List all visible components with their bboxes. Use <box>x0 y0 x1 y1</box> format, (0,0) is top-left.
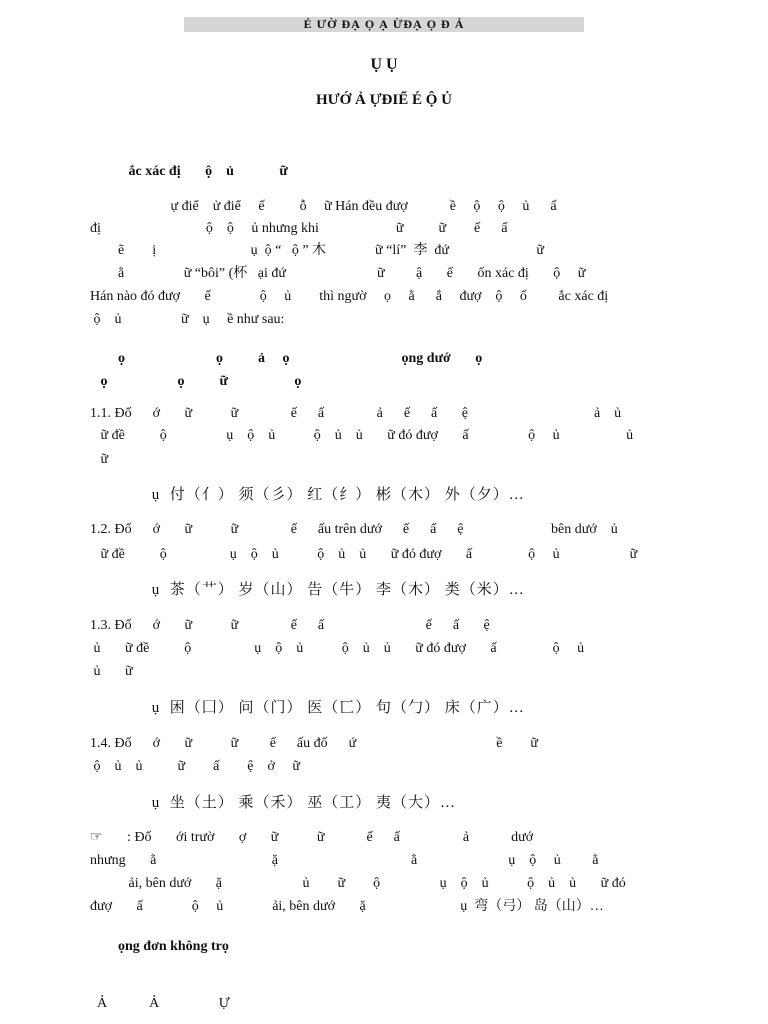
text-line: ủ ữ đề ộ ụ ộ ủ ộ ủ ủ ữ đó đượ ấ ộ ủ <box>90 641 585 656</box>
text-line: ộ ủ ủ ữ ấ ệ ở ữ <box>90 759 301 774</box>
text-line: ữ đề ộ ụ ộ ủ ộ ủ ủ ữ đó đượ ấ ộ ủ ữ <box>90 547 638 562</box>
text-line: 1.1. Đố ớ ữ ữ ế ấ ả ế ấ ệ ả ủ <box>90 406 622 421</box>
text-line: ắc xác đị ộ ủ ữ <box>90 164 288 179</box>
text-line: ự điể ử điể ế ỗ ữ Hán đều đượ ề ộ ộ ủ ấ <box>90 199 557 214</box>
header-text: É ƯỜ ĐẠ Ọ Ạ ỪĐẠ Ọ Đ Ả <box>303 17 465 31</box>
text-line: ộ ủ ữ ụ ề như sau: <box>90 312 285 327</box>
doc-title-line2: HƯỚ Ả ỰĐIỂ É Ộ Ủ <box>316 92 452 108</box>
example-line: ụ 付（亻） 须（彡） 红（纟） 彬（木） 外（夕）… <box>90 487 525 503</box>
text-line: 1.2. Đố ớ ữ ữ ế ấu trên dướ ế ấ ệ bên dướ ủ <box>90 522 618 537</box>
text-line: ọng đơn không trọ <box>90 939 229 954</box>
text-line: ẽ ị ụ ộ “ ộ ” 木 ữ “lí” 李 đứ ữ <box>90 243 545 258</box>
text-line: ải, bên dướ ặ ủ ữ ộ ụ ộ ủ ộ ủ ủ ữ đó <box>90 876 626 891</box>
text-line: ữ <box>90 452 109 467</box>
text-line: ữ đề ộ ụ ộ ủ ộ ủ ủ ữ đó đượ ấ ộ ủ ủ <box>90 428 634 443</box>
text-line: đị ộ ộ ủ nhưng khi ữ ữ ế ấ <box>90 221 508 236</box>
text-line: ọ ọ ả ọ ọng dướ ọ <box>90 351 483 366</box>
text-line: 1.3. Đố ớ ữ ữ ế ấ ế ấ ệ <box>90 618 490 633</box>
text-line: ủ ữ <box>90 664 133 679</box>
example-line: ụ 茶（艹） 岁（山） 告（牛） 李（木） 类（米）… <box>90 582 525 598</box>
doc-title-line1: Ụ Ụ <box>370 56 398 73</box>
example-line: ụ 坐（土） 乘（禾） 巫（工） 夷（大）… <box>90 795 457 811</box>
text-line: đượ ấ ộ ủ ải, bên dướ ặ ụ 弯（弓） 岛（山）… <box>90 899 604 914</box>
example-line: ụ 困（囗） 问（门） 医（匸） 句（勹） 床（广）… <box>90 700 525 716</box>
text-line: ☞ : Đố ới trườ ợ ữ ữ ế ấ ả dướ <box>90 830 534 845</box>
text-line: ằ ữ “bôi” (杯 ại đứ ữ ậ ế ốn xác đị ộ ữ <box>90 266 586 281</box>
text-line: Ả Ả Ự <box>90 996 230 1011</box>
header-bar <box>184 17 584 32</box>
text-line: 1.4. Đố ớ ữ ữ ế ấu đố ứ ề ữ <box>90 736 539 751</box>
text-line: ọ ọ ữ ọ <box>90 374 302 389</box>
text-line: Hán nào đó đượ ế ộ ủ thì ngườ ọ ằ ắ đượ ộ ố ắc xác đị <box>90 289 609 304</box>
text-line: nhưng ằ ặ ằ ụ ộ ủ ằ <box>90 853 599 868</box>
